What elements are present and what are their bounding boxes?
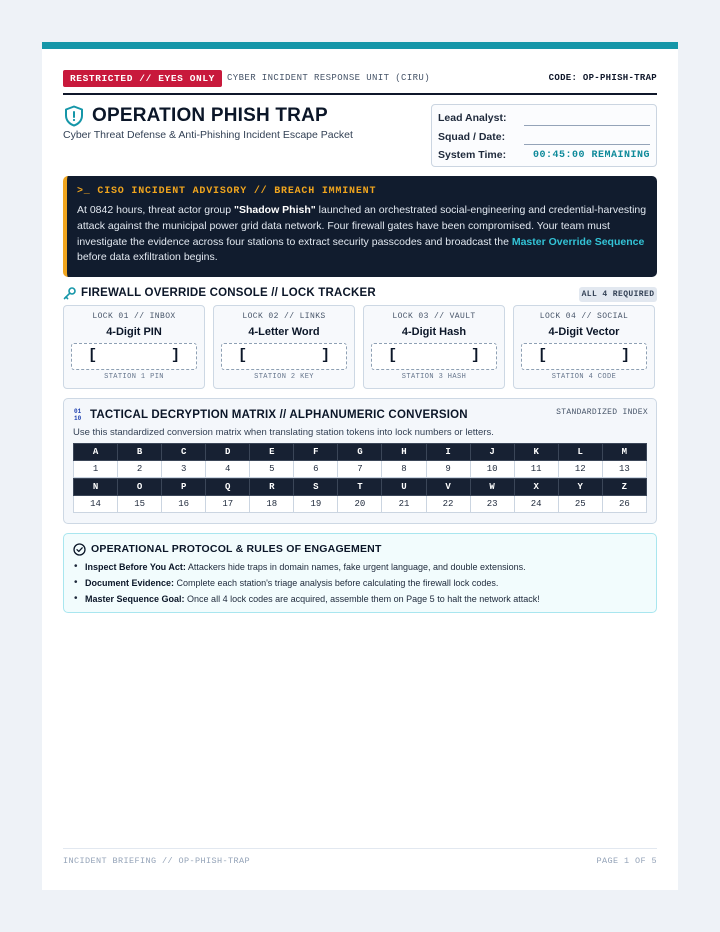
- matrix-cell: R: [250, 479, 294, 496]
- shield-icon: [64, 105, 84, 127]
- matrix-cell: D: [206, 444, 250, 461]
- lead-analyst-field[interactable]: [524, 125, 650, 126]
- matrix-cell: 25: [558, 496, 602, 513]
- matrix-cell: 13: [602, 461, 646, 478]
- advisory-title: >_ CISO INCIDENT ADVISORY // BREACH IMMINENT: [77, 186, 377, 197]
- page: [42, 42, 678, 890]
- matrix-cell: 6: [294, 461, 338, 478]
- matrix-cell: 7: [338, 461, 382, 478]
- matrix-cell: 1: [74, 461, 118, 478]
- matrix-cell: E: [250, 444, 294, 461]
- lock-label: LOCK 02 // LINKS: [242, 312, 326, 321]
- lead-analyst-row: [438, 112, 650, 128]
- matrix-cell: W: [470, 479, 514, 496]
- matrix-cell: F: [294, 444, 338, 461]
- matrix-cell: J: [470, 444, 514, 461]
- page-title: OPERATION PHISH TRAP: [92, 105, 328, 126]
- advisory-text-3: before data exfiltration begins.: [77, 251, 218, 264]
- lock-footer: STATION 3 HASH: [401, 373, 467, 381]
- matrix-cell: 14: [74, 496, 118, 513]
- operation-code: CODE: OP-PHISH-TRAP: [548, 73, 657, 83]
- advisory-text-2: launched an orchestrated social-engineering and credential-harvesting attack against the municipal power grid data network. Four firewall gates have been compromised. Your team must investigate the evidence across four stations to extract security passcodes and broadcast the: [77, 204, 647, 248]
- lock-card-4: [513, 305, 655, 389]
- lock-input-box[interactable]: [ ]: [521, 343, 647, 370]
- matrix-cell: 9: [426, 461, 470, 478]
- list-item: [73, 576, 648, 592]
- analyst-info-box: [431, 104, 657, 167]
- matrix-cell: 16: [162, 496, 206, 513]
- matrix-cell: 20: [338, 496, 382, 513]
- threat-group-name: "Shadow Phish": [234, 204, 316, 216]
- matrix-cell: 23: [470, 496, 514, 513]
- matrix-cell: 11: [514, 461, 558, 478]
- number-row-2: [74, 496, 647, 513]
- matrix-cell: T: [338, 479, 382, 496]
- matrix-cell: 19: [294, 496, 338, 513]
- matrix-cell: 18: [250, 496, 294, 513]
- matrix-cell: Y: [558, 479, 602, 496]
- lock-input-box[interactable]: [ ]: [371, 343, 497, 370]
- lock-name: 4-Digit Hash: [401, 326, 467, 338]
- system-time-row: [438, 149, 650, 165]
- matrix-cell: 5: [250, 461, 294, 478]
- rule-label: Document Evidence:: [85, 578, 175, 588]
- protocol-title: OPERATIONAL PROTOCOL & RULES OF ENGAGEMENT: [91, 543, 382, 555]
- matrix-cell: L: [558, 444, 602, 461]
- page-number: PAGE 1 OF 5: [596, 856, 657, 866]
- page-subtitle: Cyber Threat Defense & Anti-Phishing Incident Escape Packet: [63, 129, 353, 141]
- matrix-cell: 15: [118, 496, 162, 513]
- matrix-cell: 17: [206, 496, 250, 513]
- system-time-value: 00:45:00 REMAINING: [532, 150, 650, 161]
- all-required-pill: ALL 4 REQUIRED: [579, 287, 657, 302]
- matrix-cell: G: [338, 444, 382, 461]
- matrix-cell: P: [162, 479, 206, 496]
- squad-date-label: Squad / Date:: [438, 131, 506, 143]
- console-title: FIREWALL OVERRIDE CONSOLE // LOCK TRACKER: [81, 287, 376, 299]
- squad-date-row: [438, 131, 650, 147]
- matrix-cell: C: [162, 444, 206, 461]
- lock-name: 4-Digit Vector: [548, 326, 620, 338]
- classification-header: [63, 70, 657, 90]
- decryption-matrix: [63, 398, 657, 524]
- matrix-cell: V: [426, 479, 470, 496]
- matrix-cell: 22: [426, 496, 470, 513]
- system-time-label: System Time:: [438, 149, 507, 161]
- unit-name: CYBER INCIDENT RESPONSE UNIT (CIRU): [227, 73, 431, 83]
- matrix-cell: 10: [470, 461, 514, 478]
- matrix-description: Use this standardized conversion matrix when translating station tokens into lock numbers or letters.: [73, 427, 494, 438]
- matrix-title: TACTICAL DECRYPTION MATRIX // ALPHANUMERIC CONVERSION: [90, 409, 468, 421]
- top-accent-bar: [42, 42, 678, 49]
- list-item: [73, 560, 648, 576]
- matrix-cell: 3: [162, 461, 206, 478]
- operational-protocol: [63, 533, 657, 613]
- squad-date-field[interactable]: [524, 144, 650, 145]
- matrix-cell: N: [74, 479, 118, 496]
- matrix-cell: Q: [206, 479, 250, 496]
- matrix-cell: B: [118, 444, 162, 461]
- rule-text: Attackers hide traps in domain names, fake urgent language, and double extensions.: [185, 562, 526, 572]
- letter-row-2: [74, 479, 647, 496]
- matrix-cell: K: [514, 444, 558, 461]
- rule-text: Once all 4 lock codes are acquired, assemble them on Page 5 to halt the network attack!: [184, 594, 540, 604]
- key-icon: [63, 287, 76, 300]
- lock-label: LOCK 03 // VAULT: [392, 312, 476, 321]
- matrix-cell: 12: [558, 461, 602, 478]
- ciso-advisory: [63, 176, 657, 277]
- rules-list: [73, 560, 648, 608]
- matrix-tag: STANDARDIZED INDEX: [556, 408, 648, 417]
- lock-input-box[interactable]: [ ]: [71, 343, 197, 370]
- advisory-text-1: At 0842 hours, threat actor group: [77, 204, 235, 216]
- matrix-cell: O: [118, 479, 162, 496]
- lock-label: LOCK 04 // SOCIAL: [539, 312, 629, 321]
- lock-name: 4-Digit PIN: [106, 326, 162, 338]
- matrix-cell: 8: [382, 461, 426, 478]
- lock-card-2: [213, 305, 355, 389]
- matrix-cell: H: [382, 444, 426, 461]
- restricted-badge: RESTRICTED // EYES ONLY: [63, 70, 222, 87]
- matrix-cell: X: [514, 479, 558, 496]
- lock-footer: STATION 1 PIN: [104, 373, 164, 381]
- matrix-cell: 21: [382, 496, 426, 513]
- matrix-cell: S: [294, 479, 338, 496]
- rule-label: Master Sequence Goal:: [85, 594, 185, 604]
- number-row-1: [74, 461, 647, 478]
- advisory-body: [77, 203, 647, 266]
- master-override-highlight: Master Override Sequence: [511, 235, 645, 248]
- lead-analyst-label: Lead Analyst:: [438, 112, 507, 124]
- rule-label: Inspect Before You Act:: [85, 562, 186, 572]
- lock-name: 4-Letter Word: [248, 326, 320, 338]
- footer-rule: [63, 848, 657, 849]
- footer-left: INCIDENT BRIEFING // OP-PHISH-TRAP: [63, 856, 251, 866]
- matrix-cell: A: [74, 444, 118, 461]
- lock-input-box[interactable]: [ ]: [221, 343, 347, 370]
- rule-text: Complete each station's triage analysis before calculating the firewall lock codes.: [174, 578, 499, 588]
- lock-card-1: [63, 305, 205, 389]
- lock-footer: STATION 4 CODE: [551, 373, 617, 381]
- matrix-cell: 4: [206, 461, 250, 478]
- matrix-cell: I: [426, 444, 470, 461]
- list-item: [73, 592, 648, 608]
- matrix-cell: U: [382, 479, 426, 496]
- binary-icon: 01 10: [74, 408, 82, 422]
- lock-card-3: [363, 305, 505, 389]
- matrix-cell: 2: [118, 461, 162, 478]
- matrix-cell: 24: [514, 496, 558, 513]
- matrix-cell: M: [602, 444, 646, 461]
- lock-footer: STATION 2 KEY: [254, 373, 314, 381]
- matrix-cell: Z: [602, 479, 646, 496]
- conversion-table: [73, 443, 647, 513]
- lock-label: LOCK 01 // INBOX: [92, 312, 176, 321]
- check-circle-icon: [73, 543, 86, 556]
- matrix-cell: 26: [602, 496, 646, 513]
- letter-row-1: [74, 444, 647, 461]
- header-rule: [63, 93, 657, 95]
